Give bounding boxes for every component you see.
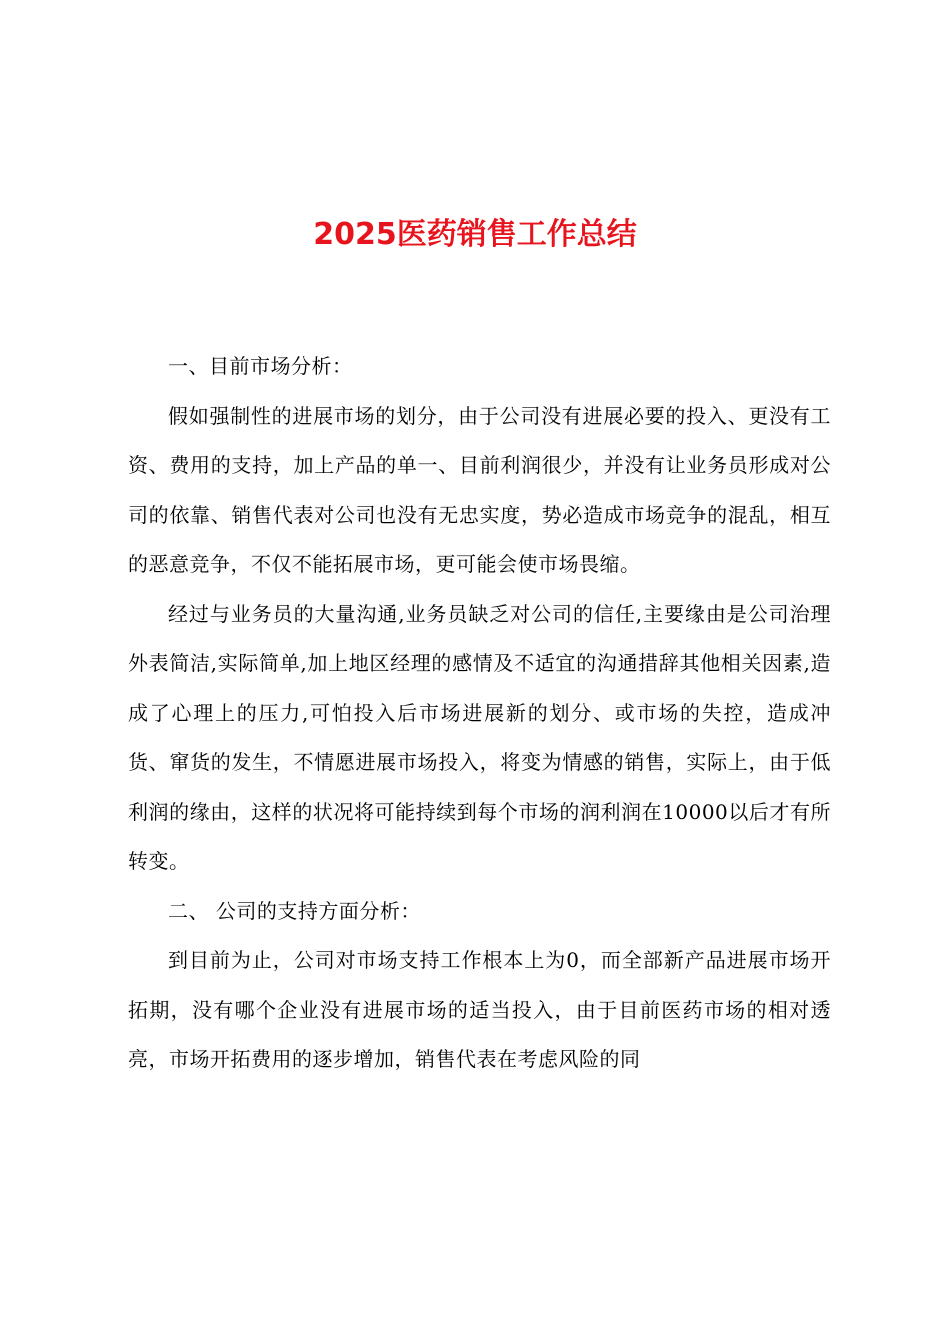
- document-body: [128, 342, 831, 1085]
- section-heading: 一、目前市场分析：: [168, 354, 353, 378]
- paragraph: 假如强制性的进展市场的划分，由于公司没有进展必要的投入、更没有工资、费用的支持，加上产品的单一、目前利润很少，并没有让业务员形成对公司的依靠、销售代表对公司也没有无忠实度，势必造成市场竞争的混乱，相互的恶意竞争，不仅不能拓展市场，更可能会使市场畏缩。: [128, 403, 831, 576]
- document-title: 2025医药销售工作总结: [313, 217, 637, 252]
- paragraph: 到目前为止，公司对市场支持工作根本上为0，而全部新产品进展市场开拓期，没有哪个企业没有进展市场的适当投入，由于目前医药市场的相对透亮，市场开拓费用的逐步增加，销售代表在考虑风险的同: [128, 948, 831, 1071]
- section-heading: 二、 公司的支持方面分析：: [168, 898, 421, 923]
- paragraph: 经过与业务员的大量沟通,业务员缺乏对公司的信任,主要缘由是公司治理外表简洁,实际简单,加上地区经理的感情及不适宜的沟通措辞其他相关因素,造成了心理上的压力,可怕投入后市场进展新的划分、或市场的失控，造成冲货、窜货的发生，不情愿进展市场投入，将变为情感的销售，实际上，由于低利润的缘由，这样的状况将可能持续到每个市场的润利润在10000以后才有所转变。: [128, 601, 831, 873]
